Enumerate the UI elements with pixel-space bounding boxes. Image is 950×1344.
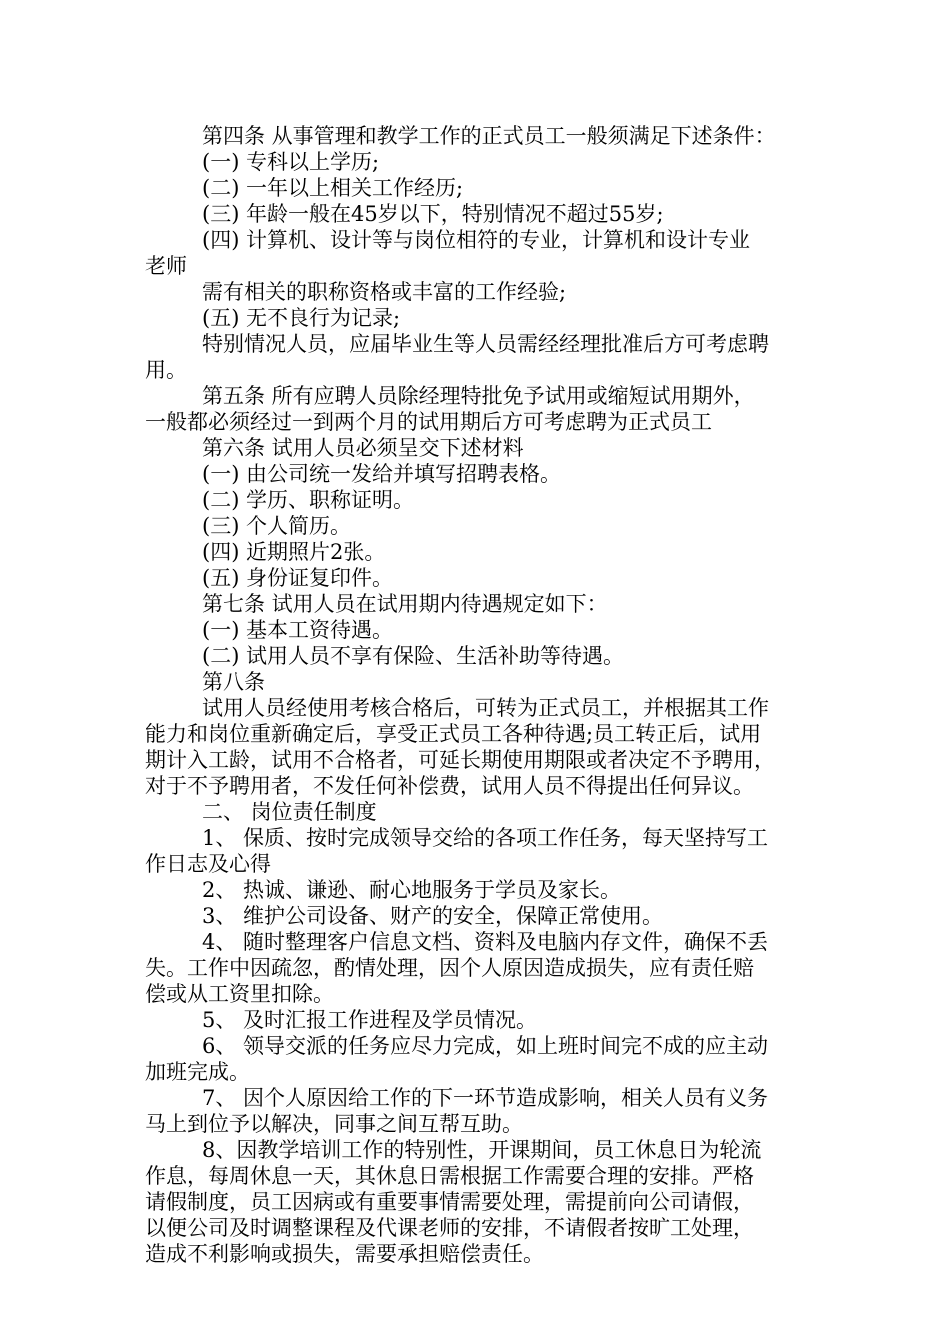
material-item-5: (五) 身份证复印件。 xyxy=(202,566,394,590)
article-8-text: 试用人员经使用考核合格后，可转为正式员工，并根据其工作 xyxy=(202,696,769,720)
duty-item-1-cont: 作日志及心得 xyxy=(145,852,271,876)
duty-item-7-cont: 马上到位予以解决，同事之间互帮互助。 xyxy=(145,1112,523,1136)
material-item-3: (三) 个人简历。 xyxy=(202,514,352,538)
condition-item-3: (三) 年龄一般在45岁以下，特别情况不超过55岁; xyxy=(202,202,664,226)
article-5-text-cont: 一般都必须经过一到两个月的试用期后方可考虑聘为正式员工 xyxy=(145,410,712,434)
duty-item-8-cont: 造成不利影响或损失，需要承担赔偿责任。 xyxy=(145,1242,544,1266)
article-8-text-cont: 期计入工龄，试用不合格者，可延长期使用期限或者决定不予聘用， xyxy=(145,748,775,772)
material-item-4: (四) 近期照片2张。 xyxy=(202,540,386,564)
condition-item-4-cont: 老师 xyxy=(145,254,187,278)
article-6-heading: 第六条 试用人员必须呈交下述材料 xyxy=(202,436,524,460)
article-8-text-cont: 能力和岗位重新确定后，享受正式员工各种待遇;员工转正后，试用 xyxy=(145,722,762,746)
special-case-text-cont: 用。 xyxy=(145,358,187,382)
special-case-text: 特别情况人员，应届毕业生等人员需经经理批准后方可考虑聘 xyxy=(202,332,769,356)
treatment-item-2: (二) 试用人员不享有保险、生活补助等待遇。 xyxy=(202,644,625,668)
duty-item-6: 6、 领导交派的任务应尽力完成，如上班时间完不成的应主动 xyxy=(202,1034,769,1058)
article-8-heading: 第八条 xyxy=(202,670,265,694)
duty-item-3: 3、 维护公司设备、财产的安全，保障正常使用。 xyxy=(202,904,664,928)
material-item-2: (二) 学历、职称证明。 xyxy=(202,488,415,512)
condition-item-4: (四) 计算机、设计等与岗位相符的专业，计算机和设计专业 xyxy=(202,228,751,252)
duty-item-8-cont: 请假制度，员工因病或有重要事情需要处理，需提前向公司请假， xyxy=(145,1190,754,1214)
condition-item-1: (一) 专科以上学历; xyxy=(202,150,380,174)
duty-item-8: 8、因教学培训工作的特别性，开课期间，员工休息日为轮流 xyxy=(202,1138,762,1162)
duty-item-7: 7、 因个人原因给工作的下一环节造成影响，相关人员有义务 xyxy=(202,1086,769,1110)
duty-item-4-cont: 失。工作中因疏忽，酌情处理，因个人原因造成损失，应有责任赔 xyxy=(145,956,754,980)
article-5-text: 第五条 所有应聘人员除经理特批免予试用或缩短试用期外， xyxy=(202,384,755,408)
duty-item-2: 2、 热诚、谦逊、耐心地服务于学员及家长。 xyxy=(202,878,622,902)
condition-item-5: (五) 无不良行为记录; xyxy=(202,306,401,330)
condition-item-2: (二) 一年以上相关工作经历; xyxy=(202,176,464,200)
treatment-item-1: (一) 基本工资待遇。 xyxy=(202,618,394,642)
duty-item-8-cont: 以便公司及时调整课程及代课老师的安排，不请假者按旷工处理， xyxy=(145,1216,754,1240)
duty-item-4: 4、 随时整理客户信息文档、资料及电脑内存文件，确保不丢 xyxy=(202,930,769,954)
condition-item-4-cont: 需有相关的职称资格或丰富的工作经验; xyxy=(202,280,567,304)
article-8-text-cont: 对于不予聘用者，不发任何补偿费，试用人员不得提出任何异议。 xyxy=(145,774,754,798)
duty-item-1: 1、 保质、按时完成领导交给的各项工作任务，每天坚持写工 xyxy=(202,826,769,850)
duty-item-4-cont: 偿或从工资里扣除。 xyxy=(145,982,334,1006)
article-4-heading: 第四条 从事管理和教学工作的正式员工一般须满足下述条件： xyxy=(202,124,776,148)
duty-item-5: 5、 及时汇报工作进程及学员情况。 xyxy=(202,1008,538,1032)
section-2-heading: 二、 岗位责任制度 xyxy=(202,800,377,824)
duty-item-8-cont: 作息，每周休息一天，其休息日需根据工作需要合理的安排。严格 xyxy=(145,1164,754,1188)
material-item-1: (一) 由公司统一发给并填写招聘表格。 xyxy=(202,462,562,486)
article-7-heading: 第七条 试用人员在试用期内待遇规定如下： xyxy=(202,592,608,616)
duty-item-6-cont: 加班完成。 xyxy=(145,1060,250,1084)
